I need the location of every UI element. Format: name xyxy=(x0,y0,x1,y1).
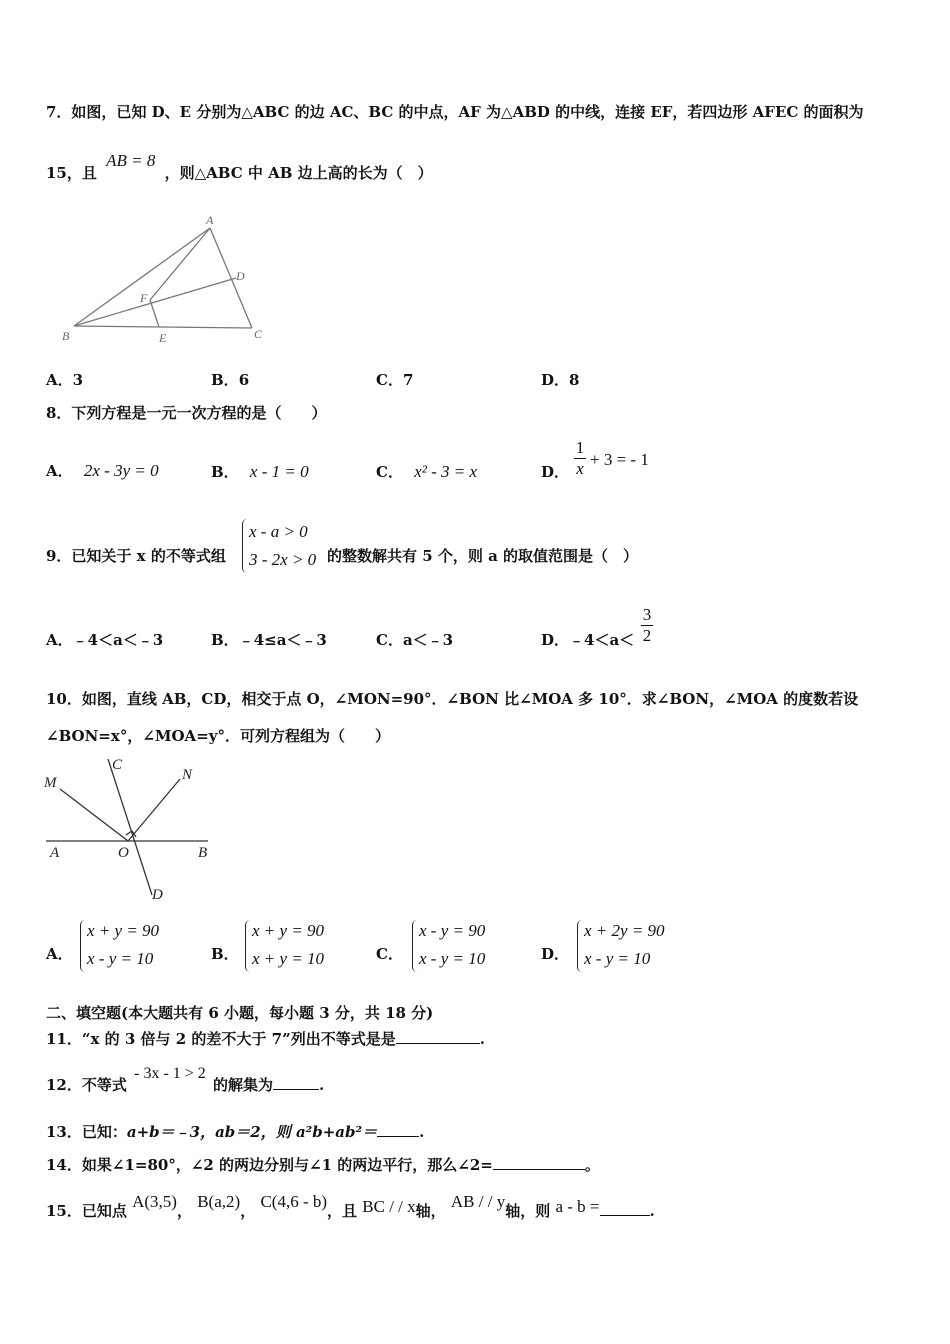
q8-option-d-rest: + 3 = - 1 xyxy=(590,450,649,469)
q13: 13．已知：a+b＝﹣3，ab＝2，则 a²b+ab²＝ . xyxy=(46,1123,425,1141)
q10-option-c[interactable]: C． xyxy=(376,945,403,963)
q14: 14．如果∠1=80°，∠2 的两边分别与∠1 的两边平行，那么∠2= 。 xyxy=(46,1156,600,1174)
q10-option-a[interactable]: A． xyxy=(46,945,73,963)
q12-answer-blank[interactable] xyxy=(273,1075,319,1090)
q10-stem-line1: 10．如图，直线 AB，CD，相交于点 O，∠MON=90°．∠BON 比∠MOA 多 10°．求∠BON，∠MOA 的度数若设 xyxy=(46,690,859,708)
q10-label-d: D xyxy=(152,887,163,903)
q7-option-b[interactable]: B．6 xyxy=(211,371,250,389)
q14-answer-blank[interactable] xyxy=(493,1155,585,1170)
q15-point-a: A(3,5) xyxy=(132,1192,177,1211)
q7-label-a: A xyxy=(206,213,214,227)
q7-option-d[interactable]: D．8 xyxy=(541,371,580,389)
q9-stem-suffix: 的整数解共有 5 个，则 a 的取值范围是（ ） xyxy=(327,547,639,565)
q7-label-d: D xyxy=(236,269,245,283)
q15-point-c: C(4,6 - b) xyxy=(260,1192,328,1211)
q11: 11．“x 的 3 倍与 2 的差不大于 7”列出不等式是是 . xyxy=(46,1030,485,1048)
section-2-heading: 二、填空题(本大题共有 6 小题，每小题 3 分，共 18 分) xyxy=(46,1004,434,1022)
q7-stem-prefix: 15，且 xyxy=(46,164,97,182)
q9-option-d[interactable]: D．﹣4＜a＜ xyxy=(541,631,635,649)
q10-label-a: A xyxy=(50,845,60,861)
q10-option-a-eq1: x + y = 90 xyxy=(87,921,160,940)
q10-label-c: C xyxy=(112,757,123,773)
q7-label-b: B xyxy=(62,329,70,343)
q10-stem-line2: ∠BON=x°，∠MOA=y°．可列方程组为（ ） xyxy=(46,727,390,745)
q7-label-c: C xyxy=(254,327,263,341)
q10-option-b-eq2: x + y = 10 xyxy=(252,949,325,968)
q10-label-m: M xyxy=(44,775,57,791)
q9-option-a[interactable]: A．﹣4＜a＜﹣3 xyxy=(46,631,164,649)
q10-option-a-eq2: x - y = 10 xyxy=(87,949,154,968)
q15-answer-blank[interactable] xyxy=(600,1201,650,1216)
q10-option-d[interactable]: D． xyxy=(541,945,570,963)
q9-system-brace xyxy=(242,519,247,573)
q7-option-a[interactable]: A．3 xyxy=(46,371,84,389)
q12-inequality: - 3x - 1 > 2 xyxy=(134,1065,206,1082)
q15-a-minus-b: a - b = xyxy=(555,1197,600,1216)
q9-stem-prefix: 9．已知关于 x 的不等式组 xyxy=(46,547,226,565)
q8-stem: 8．下列方程是一元一次方程的是（ ） xyxy=(46,404,327,422)
q8-option-a[interactable]: A． 2x - 3y = 0 xyxy=(46,461,159,480)
q10-label-n: N xyxy=(182,767,193,783)
q9-option-c[interactable]: C．a＜﹣3 xyxy=(376,631,454,649)
q10-label-b: B xyxy=(198,845,208,861)
q10-option-d-eq1: x + 2y = 90 xyxy=(584,921,665,940)
q8-option-c[interactable]: C． x² - 3 = x xyxy=(376,462,478,481)
q10-option-a-brace xyxy=(80,920,85,972)
q8-option-d[interactable]: D． xyxy=(541,463,570,481)
q7-label-f: F xyxy=(140,291,148,305)
q7-stem-suffix: ，则△ABC 中 AB 边上高的长为（ ） xyxy=(164,164,433,182)
q10-option-c-brace xyxy=(412,920,417,972)
q13-answer-blank[interactable] xyxy=(377,1122,419,1137)
q10-option-d-eq2: x - y = 10 xyxy=(584,949,651,968)
q11-answer-blank[interactable] xyxy=(396,1029,480,1044)
q7-ab-condition: AB = 8 xyxy=(106,151,156,170)
q10-option-b[interactable]: B． xyxy=(211,945,239,963)
q10-lines-figure xyxy=(40,755,220,905)
q8-option-d-fraction: $\frac{1}{x}$ xyxy=(575,438,585,478)
q15: 15．已知点 A(3,5)， B(a,2)， C(4,6 - b)，且 BC / / x轴， AB / / y轴，则 a - b = . xyxy=(46,1192,655,1220)
q7-label-e: E xyxy=(159,331,167,345)
q9-option-b[interactable]: B．﹣4≤a＜﹣3 xyxy=(211,631,327,649)
q7-stem-line2 xyxy=(46,151,433,183)
q10-option-d-brace xyxy=(577,920,582,972)
q7-option-c[interactable]: C．7 xyxy=(376,371,414,389)
q10-label-o: O xyxy=(118,845,129,861)
q15-point-b: B(a,2) xyxy=(197,1192,241,1211)
q9-system-line2: 3 - 2x > 0 xyxy=(249,550,317,569)
q10-option-c-eq2: x - y = 10 xyxy=(419,949,486,968)
q15-bc-parallel: BC / / x xyxy=(362,1197,416,1216)
q7-stem-line1: 7．如图，已知 D、E 分别为△ABC 的边 AC、BC 的中点，AF 为△ABD 的中线，连接 EF，若四边形 AFEC 的面积为 xyxy=(46,103,864,121)
q10-option-b-brace xyxy=(245,920,250,972)
q15-ab-parallel: AB / / y xyxy=(450,1192,506,1211)
q9-system-line1: x - a > 0 xyxy=(249,522,308,541)
q7-triangle-figure xyxy=(58,212,278,352)
q8-option-b[interactable]: B． x - 1 = 0 xyxy=(211,462,309,481)
q9-option-d-fraction: $\frac{3}{2}$ xyxy=(642,605,652,645)
q10-option-b-eq1: x + y = 90 xyxy=(252,921,325,940)
q12: 12．不等式 - 3x - 1 > 2 的解集为 . xyxy=(46,1065,325,1094)
q10-option-c-eq1: x - y = 90 xyxy=(419,921,486,940)
